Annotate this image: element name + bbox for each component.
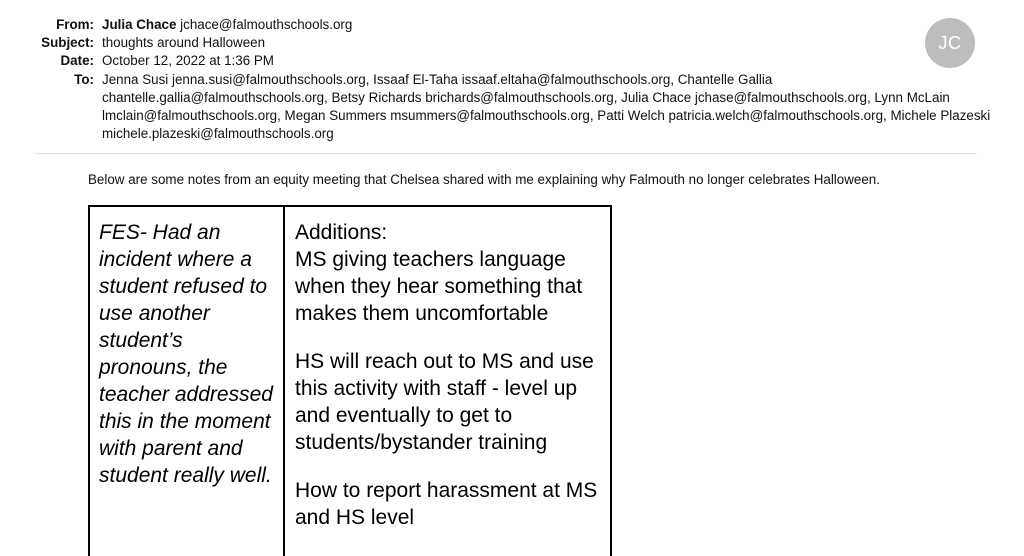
- date-value: October 12, 2022 at 1:36 PM: [102, 53, 274, 69]
- avatar: JC: [925, 18, 975, 68]
- additions-heading: Additions:: [295, 221, 388, 244]
- email-headers: [0, 16, 1000, 143]
- notes-item: MS giving teachers language when they hear something that makes them uncomfortable: [295, 248, 583, 325]
- date-row: [0, 52, 1000, 70]
- notes-item: How to report harassment at MS and HS level: [295, 479, 598, 529]
- email-intro-text: Below are some notes from an equity meeting that Chelsea shared with me explaining why Falmouth no longer celebrates Halloween.: [88, 172, 880, 187]
- from-row: [0, 16, 1000, 34]
- sender-name[interactable]: Julia Chace: [102, 17, 177, 32]
- to-label: To:: [74, 71, 94, 87]
- to-row: [0, 71, 1000, 144]
- sender-email[interactable]: jchace@falmouthschools.org: [180, 17, 353, 32]
- header-divider: [35, 153, 977, 154]
- notes-table: [88, 205, 612, 556]
- from-value: [102, 16, 1000, 34]
- notes-item: HS will reach out to MS and use this activity with staff - level up and eventually to get to students/bystander training: [295, 350, 594, 454]
- notes-right-cell: [285, 207, 610, 556]
- subject-label: Subject:: [41, 35, 94, 51]
- date-label: Date:: [60, 53, 94, 69]
- notes-left-cell: FES- Had an incident where a student refused to use another student’s pronouns, the teacher addressed this in the moment with parent and student really well.: [90, 207, 285, 556]
- recipients-list[interactable]: Jenna Susi jenna.susi@falmouthschools.org, Issaaf El-Taha issaaf.eltaha@falmouthschools.org, Chantelle Gallia chantelle.gallia@falmouthschools.org, Betsy Richards brichards@falmouthschools.org, Julia Chace jchase@falmouthschools.org, Lynn McLain lmclain@falmouthschools.org, Megan Summers msummers@falmouthschools.org, Patti Welch patricia.welch@falmouthschools.org, Michele Plazeski michele.plazeski@falmouthschools.org: [102, 71, 991, 142]
- subject-row: [0, 34, 1000, 52]
- subject-value: thoughts around Halloween: [102, 35, 266, 51]
- from-label: From:: [56, 17, 94, 32]
